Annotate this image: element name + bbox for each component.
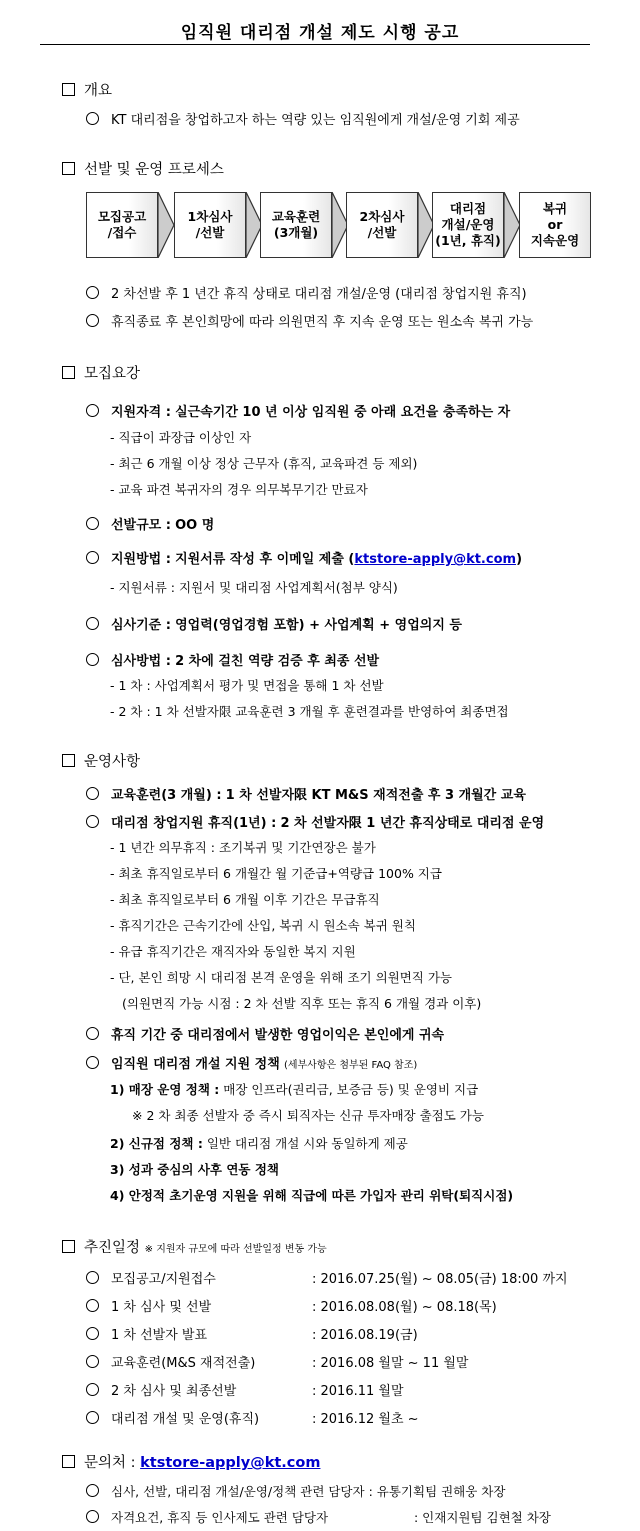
policy-item-2: 2) 신규점 정책 : 일반 대리점 개설 시와 동일하게 제공 — [110, 1136, 408, 1151]
circle-bullet-icon — [86, 617, 99, 630]
schedule-row: 1 차 선발자 발표 — [86, 1324, 207, 1343]
leave-item: - 최초 휴직일로부터 6 개월 이후 기간은 무급휴직 — [110, 892, 380, 907]
section-process: 선발 및 운영 프로세스 — [62, 158, 224, 179]
contact-email-link[interactable]: ktstore-apply@kt.com — [140, 1455, 321, 1471]
email-link[interactable]: ktstore-apply@kt.com — [354, 552, 517, 567]
flow-step-6: 복귀 or 지속운영 — [519, 192, 591, 258]
square-bullet-icon — [62, 162, 75, 175]
schedule-row: 교육훈련(M&S 재적전출) — [86, 1352, 255, 1371]
process-bullet: 휴직종료 후 본인희망에 따라 의원면직 후 지속 운영 또는 원소속 복귀 가능 — [86, 311, 533, 330]
recruit-method: 지원방법 : 지원서류 작성 후 이메일 제출 (ktstore-apply@kt.com) — [86, 548, 522, 567]
flow-step-3: 교육훈련 (3개월) — [260, 192, 332, 258]
circle-bullet-icon — [86, 112, 99, 125]
operation-education: 교육훈련(3 개월) : 1 차 선발자限 KT M&S 재적전출 후 3 개월간 교육 — [86, 784, 526, 803]
circle-bullet-icon — [86, 551, 99, 564]
leave-item: - 1 년간 의무휴직 : 조기복귀 및 기간연장은 불가 — [110, 840, 376, 855]
square-bullet-icon — [62, 754, 75, 767]
circle-bullet-icon — [86, 1299, 99, 1312]
leave-item: (의원면직 가능 시점 : 2 차 선발 직후 또는 휴직 6 개월 경과 이후) — [122, 996, 482, 1011]
policy-item-1: 1) 매장 운영 정책 : 매장 인프라(권리금, 보증금 등) 및 운영비 지급 — [110, 1082, 479, 1097]
circle-bullet-icon — [86, 1510, 99, 1523]
section-contact: 문의처 : ktstore-apply@kt.com — [62, 1451, 320, 1472]
leave-item: - 최초 휴직일로부터 6 개월간 월 기준급+역량급 100% 지급 — [110, 866, 442, 881]
circle-bullet-icon — [86, 314, 99, 327]
circle-bullet-icon — [86, 1355, 99, 1368]
circle-bullet-icon — [86, 1484, 99, 1497]
review-item: - 2 차 : 1 차 선발자限 교육훈련 3 개월 후 훈련결과를 반영하여 최종면접 — [110, 704, 509, 719]
schedule-row: 대리점 개설 및 운영(휴직) — [86, 1408, 259, 1427]
flow-step-1: 모집공고 /접수 — [86, 192, 158, 258]
schedule-row: 모집공고/지원접수 — [86, 1268, 216, 1287]
process-bullet: 2 차선발 후 1 년간 휴직 상태로 대리점 개설/운영 (대리점 창업지원 휴직) — [86, 283, 527, 302]
circle-bullet-icon — [86, 1056, 99, 1069]
schedule-value: : 2016.11 월말 — [312, 1384, 404, 1399]
schedule-value: : 2016.12 월초 ~ — [312, 1412, 419, 1427]
schedule-row: 2 차 심사 및 최종선발 — [86, 1380, 236, 1399]
circle-bullet-icon — [86, 404, 99, 417]
circle-bullet-icon — [86, 1411, 99, 1424]
section-recruit: 모집요강 — [62, 362, 140, 383]
contact-value: : 인재지원팀 김현철 차장 — [414, 1510, 551, 1525]
policy-item-3: 3) 성과 중심의 사후 연동 정책 — [110, 1162, 279, 1177]
section-schedule: 추진일정 ※ 지원자 규모에 따라 선발일정 변동 가능 — [62, 1236, 327, 1257]
schedule-value: : 2016.08.08(월) ~ 08.18(목) — [312, 1300, 497, 1315]
flow-step-2: 1차심사 /선발 — [174, 192, 246, 258]
flow-arrow-icon — [158, 192, 174, 258]
section-operation: 운영사항 — [62, 750, 140, 771]
operation-leave: 대리점 창업지원 휴직(1년) : 2 차 선발자限 1 년간 휴직상태로 대리점 운영 — [86, 812, 544, 831]
square-bullet-icon — [62, 366, 75, 379]
title-divider — [40, 44, 590, 45]
square-bullet-icon — [62, 83, 75, 96]
recruit-scale: 선발규모 : OO 명 — [86, 514, 214, 533]
contact-row: 자격요건, 휴직 등 인사제도 관련 담당자 — [86, 1508, 328, 1526]
schedule-value: : 2016.08.19(금) — [312, 1328, 418, 1343]
flow-arrow-icon — [504, 192, 520, 258]
leave-item: - 단, 본인 희망 시 대리점 본격 운영을 위해 조기 의원면직 가능 — [110, 970, 452, 985]
section-overview: 개요 — [62, 79, 112, 100]
leave-item: - 유급 휴직기간은 재직자와 동일한 복지 지원 — [110, 944, 356, 959]
page-title: 임직원 대리점 개설 제도 시행 공고 — [180, 23, 460, 43]
circle-bullet-icon — [86, 517, 99, 530]
recruit-criteria: 심사기준 : 영업력(영업경험 포함) + 사업계획 + 영업의지 등 — [86, 614, 462, 633]
overview-text: KT 대리점을 창업하고자 하는 역량 있는 임직원에게 개설/운영 기회 제공 — [86, 109, 520, 128]
qual-item: - 최근 6 개월 이상 정상 근무자 (휴직, 교육파견 등 제외) — [110, 456, 418, 471]
circle-bullet-icon — [86, 1027, 99, 1040]
qual-item: - 교육 파견 복귀자의 경우 의무복무기간 만료자 — [110, 482, 368, 497]
flow-step-5: 대리점 개설/운영 (1년, 휴직) — [432, 192, 504, 258]
review-item: - 1 차 : 사업계획서 평가 및 면접을 통해 1 차 선발 — [110, 678, 384, 693]
policy-item-4: 4) 안정적 초기운영 지원을 위해 직급에 따른 가입자 관리 위탁(퇴직시점) — [110, 1188, 514, 1203]
circle-bullet-icon — [86, 1271, 99, 1284]
square-bullet-icon — [62, 1455, 75, 1468]
qual-item: - 직급이 과장급 이상인 자 — [110, 430, 252, 445]
contact-row: 심사, 선발, 대리점 개설/운영/정책 관련 담당자 : 유통기획팀 권해웅 차장 — [86, 1482, 505, 1500]
circle-bullet-icon — [86, 1383, 99, 1396]
circle-bullet-icon — [86, 286, 99, 299]
circle-bullet-icon — [86, 1327, 99, 1340]
circle-bullet-icon — [86, 815, 99, 828]
operation-policy: 임직원 대리점 개설 지원 정책 (세부사항은 첨부된 FAQ 참조) — [86, 1053, 417, 1072]
leave-item: - 휴직기간은 근속기간에 산입, 복귀 시 원소속 복귀 원칙 — [110, 918, 416, 933]
operation-profit: 휴직 기간 중 대리점에서 발생한 영업이익은 본인에게 귀속 — [86, 1024, 444, 1043]
circle-bullet-icon — [86, 787, 99, 800]
recruit-qualification: 지원자격 : 실근속기간 10 년 이상 임직원 중 아래 요건을 충족하는 자 — [86, 401, 510, 420]
recruit-review: 심사방법 : 2 차에 걸친 역량 검증 후 최종 선발 — [86, 650, 379, 669]
schedule-row: 1 차 심사 및 선발 — [86, 1296, 211, 1315]
flow-step-4: 2차심사 /선발 — [346, 192, 418, 258]
schedule-value: : 2016.07.25(월) ~ 08.05(금) 18:00 까지 — [312, 1272, 568, 1287]
square-bullet-icon — [62, 1240, 75, 1253]
schedule-value: : 2016.08 월말 ~ 11 월말 — [312, 1356, 469, 1371]
method-item: - 지원서류 : 지원서 및 대리점 사업계획서(첨부 양식) — [110, 580, 398, 595]
circle-bullet-icon — [86, 653, 99, 666]
policy-item-1-note: ※ 2 차 최종 선발자 중 즉시 퇴직자는 신규 투자매장 출점도 가능 — [132, 1108, 484, 1123]
